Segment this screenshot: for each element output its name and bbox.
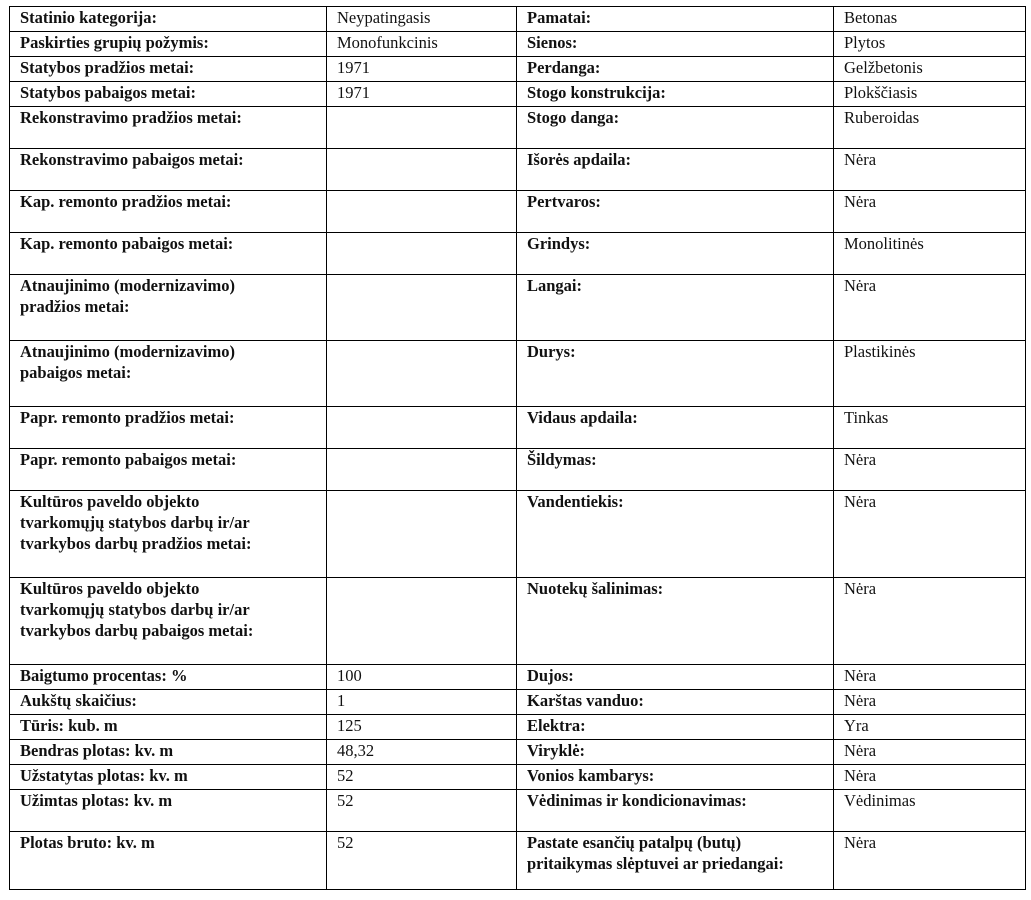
left-value-text: Monofunkcinis bbox=[337, 33, 438, 52]
left-value-cell bbox=[327, 341, 517, 407]
table-row bbox=[10, 491, 1026, 578]
right-label-text: Sienos: bbox=[527, 33, 578, 52]
left-label-cell bbox=[10, 233, 327, 275]
table-row bbox=[10, 715, 1026, 740]
left-value-cell bbox=[327, 765, 517, 790]
left-label-text: Paskirties grupių požymis: bbox=[20, 33, 209, 52]
right-value-cell bbox=[834, 790, 1026, 832]
right-value-text: Nėra bbox=[844, 492, 877, 511]
left-label-cell bbox=[10, 57, 327, 82]
right-value-text: Monolitinės bbox=[844, 234, 924, 253]
right-value-text: Tinkas bbox=[844, 408, 889, 427]
table-row bbox=[10, 665, 1026, 690]
left-label-text: Kap. remonto pabaigos metai: bbox=[20, 234, 234, 253]
right-label-text: Viryklė: bbox=[527, 741, 586, 760]
right-label-text: Stogo konstrukcija: bbox=[527, 83, 666, 102]
right-label-cell bbox=[517, 32, 834, 57]
left-label-text: Kultūros paveldo objekto tvarkomųjų statybos darbų ir/ar tvarkybos darbų pradžios metai: bbox=[20, 492, 252, 553]
right-value-text: Nėra bbox=[844, 666, 877, 685]
table-row bbox=[10, 57, 1026, 82]
right-label-text: Vonios kambarys: bbox=[527, 766, 655, 785]
right-label-cell bbox=[517, 82, 834, 107]
right-label-text: Pertvaros: bbox=[527, 192, 601, 211]
right-value-cell bbox=[834, 449, 1026, 491]
right-label-cell bbox=[517, 57, 834, 82]
right-value-text: Nėra bbox=[844, 579, 877, 598]
table-row bbox=[10, 578, 1026, 665]
left-label-text: Statinio kategorija: bbox=[20, 8, 158, 27]
right-value-text: Yra bbox=[844, 716, 869, 735]
left-label-text: Baigtumo procentas: % bbox=[20, 666, 188, 685]
right-value-cell bbox=[834, 832, 1026, 890]
right-label-cell bbox=[517, 275, 834, 341]
right-label-text: Pastate esančių patalpų (butų) pritaikymas slėptuvei ar priedangai: bbox=[527, 833, 784, 873]
table-row bbox=[10, 275, 1026, 341]
table-row bbox=[10, 790, 1026, 832]
right-value-cell bbox=[834, 715, 1026, 740]
left-value-cell bbox=[327, 665, 517, 690]
right-label-text: Elektra: bbox=[527, 716, 586, 735]
left-value-cell bbox=[327, 449, 517, 491]
table-row bbox=[10, 149, 1026, 191]
right-label-cell bbox=[517, 233, 834, 275]
left-label-cell bbox=[10, 149, 327, 191]
left-value-cell bbox=[327, 578, 517, 665]
left-value-text: 1 bbox=[337, 691, 346, 710]
right-label-cell bbox=[517, 7, 834, 32]
right-label-cell bbox=[517, 491, 834, 578]
left-value-cell bbox=[327, 690, 517, 715]
right-value-text: Nėra bbox=[844, 192, 877, 211]
right-value-text: Plastikinės bbox=[844, 342, 916, 361]
right-label-text: Vandentiekis: bbox=[527, 492, 624, 511]
right-value-text: Ruberoidas bbox=[844, 108, 920, 127]
right-label-text: Stogo danga: bbox=[527, 108, 620, 127]
right-value-text: Gelžbetonis bbox=[844, 58, 923, 77]
right-label-text: Grindys: bbox=[527, 234, 591, 253]
left-value-cell bbox=[327, 790, 517, 832]
right-label-cell bbox=[517, 715, 834, 740]
right-label-text: Durys: bbox=[527, 342, 576, 361]
left-label-text: Rekonstravimo pradžios metai: bbox=[20, 108, 242, 127]
right-label-text: Pamatai: bbox=[527, 8, 592, 27]
right-value-cell bbox=[834, 7, 1026, 32]
right-label-text: Vėdinimas ir kondicionavimas: bbox=[527, 791, 747, 810]
right-value-cell bbox=[834, 107, 1026, 149]
left-label-text: Užimtas plotas: kv. m bbox=[20, 791, 173, 810]
right-value-text: Betonas bbox=[844, 8, 898, 27]
left-label-cell bbox=[10, 790, 327, 832]
right-label-text: Karštas vanduo: bbox=[527, 691, 644, 710]
table-row bbox=[10, 832, 1026, 890]
table-row bbox=[10, 32, 1026, 57]
right-label-cell bbox=[517, 107, 834, 149]
right-label-text: Dujos: bbox=[527, 666, 574, 685]
left-label-cell bbox=[10, 82, 327, 107]
right-value-cell bbox=[834, 82, 1026, 107]
left-label-text: Rekonstravimo pabaigos metai: bbox=[20, 150, 244, 169]
left-value-cell bbox=[327, 715, 517, 740]
left-label-cell bbox=[10, 765, 327, 790]
left-label-text: Statybos pradžios metai: bbox=[20, 58, 195, 77]
table-row bbox=[10, 765, 1026, 790]
left-label-cell bbox=[10, 191, 327, 233]
right-value-cell bbox=[834, 740, 1026, 765]
left-value-cell bbox=[327, 740, 517, 765]
left-label-text: Atnaujinimo (modernizavimo) pabaigos metai: bbox=[20, 342, 235, 382]
left-value-cell bbox=[327, 82, 517, 107]
right-value-cell bbox=[834, 149, 1026, 191]
table-row bbox=[10, 690, 1026, 715]
left-value-text: 1971 bbox=[337, 58, 370, 77]
left-label-cell bbox=[10, 341, 327, 407]
left-label-cell bbox=[10, 578, 327, 665]
left-value-cell bbox=[327, 275, 517, 341]
left-label-cell bbox=[10, 665, 327, 690]
left-value-cell bbox=[327, 407, 517, 449]
right-label-text: Perdanga: bbox=[527, 58, 601, 77]
table-row bbox=[10, 107, 1026, 149]
left-value-text: 125 bbox=[337, 716, 362, 735]
left-value-cell bbox=[327, 149, 517, 191]
left-label-text: Kultūros paveldo objekto tvarkomųjų statybos darbų ir/ar tvarkybos darbų pabaigos metai: bbox=[20, 579, 254, 640]
table-row bbox=[10, 82, 1026, 107]
right-value-cell bbox=[834, 491, 1026, 578]
right-value-text: Nėra bbox=[844, 833, 877, 852]
table-row bbox=[10, 449, 1026, 491]
right-value-cell bbox=[834, 407, 1026, 449]
left-label-text: Papr. remonto pabaigos metai: bbox=[20, 450, 237, 469]
left-label-text: Aukštų skaičius: bbox=[20, 691, 137, 710]
left-label-cell bbox=[10, 449, 327, 491]
left-value-cell bbox=[327, 191, 517, 233]
right-label-cell bbox=[517, 341, 834, 407]
right-value-text: Nėra bbox=[844, 741, 877, 760]
right-value-text: Nėra bbox=[844, 766, 877, 785]
right-value-cell bbox=[834, 233, 1026, 275]
left-label-cell bbox=[10, 715, 327, 740]
left-value-text: Neypatingasis bbox=[337, 8, 431, 27]
left-value-cell bbox=[327, 7, 517, 32]
property-details-document bbox=[9, 6, 1025, 890]
right-label-cell bbox=[517, 191, 834, 233]
right-value-cell bbox=[834, 32, 1026, 57]
left-label-text: Kap. remonto pradžios metai: bbox=[20, 192, 232, 211]
right-value-cell bbox=[834, 57, 1026, 82]
table-row bbox=[10, 740, 1026, 765]
table-row bbox=[10, 7, 1026, 32]
table-row bbox=[10, 407, 1026, 449]
right-value-text: Nėra bbox=[844, 150, 877, 169]
left-value-cell bbox=[327, 32, 517, 57]
left-label-text: Statybos pabaigos metai: bbox=[20, 83, 197, 102]
left-label-cell bbox=[10, 7, 327, 32]
left-value-text: 48,32 bbox=[337, 741, 375, 760]
right-label-text: Nuotekų šalinimas: bbox=[527, 579, 664, 598]
right-label-cell bbox=[517, 578, 834, 665]
left-label-cell bbox=[10, 107, 327, 149]
left-value-cell bbox=[327, 233, 517, 275]
right-label-cell bbox=[517, 665, 834, 690]
right-label-cell bbox=[517, 832, 834, 890]
left-value-cell bbox=[327, 491, 517, 578]
left-label-cell bbox=[10, 832, 327, 890]
left-value-text: 100 bbox=[337, 666, 362, 685]
right-label-cell bbox=[517, 790, 834, 832]
left-label-cell bbox=[10, 491, 327, 578]
right-value-text: Nėra bbox=[844, 450, 877, 469]
left-value-text: 1971 bbox=[337, 83, 370, 102]
right-label-text: Išorės apdaila: bbox=[527, 150, 632, 169]
left-label-text: Bendras plotas: kv. m bbox=[20, 741, 174, 760]
right-value-text: Nėra bbox=[844, 276, 877, 295]
right-value-text: Nėra bbox=[844, 691, 877, 710]
right-label-cell bbox=[517, 765, 834, 790]
right-value-cell bbox=[834, 690, 1026, 715]
right-label-text: Langai: bbox=[527, 276, 583, 295]
left-label-cell bbox=[10, 32, 327, 57]
left-label-cell bbox=[10, 275, 327, 341]
left-label-text: Papr. remonto pradžios metai: bbox=[20, 408, 235, 427]
table-row bbox=[10, 191, 1026, 233]
right-label-cell bbox=[517, 740, 834, 765]
left-label-text: Atnaujinimo (modernizavimo) pradžios metai: bbox=[20, 276, 235, 316]
left-value-text: 52 bbox=[337, 766, 354, 785]
right-value-text: Vėdinimas bbox=[844, 791, 916, 810]
left-label-cell bbox=[10, 407, 327, 449]
left-label-cell bbox=[10, 690, 327, 715]
left-label-text: Tūris: kub. m bbox=[20, 716, 118, 735]
right-label-text: Vidaus apdaila: bbox=[527, 408, 638, 427]
right-label-cell bbox=[517, 449, 834, 491]
right-label-cell bbox=[517, 690, 834, 715]
table-row bbox=[10, 233, 1026, 275]
right-value-cell bbox=[834, 578, 1026, 665]
right-value-text: Plokščiasis bbox=[844, 83, 918, 102]
property-details-table bbox=[9, 6, 1026, 890]
right-label-text: Šildymas: bbox=[527, 450, 597, 469]
left-label-text: Plotas bruto: kv. m bbox=[20, 833, 155, 852]
left-value-cell bbox=[327, 832, 517, 890]
right-label-cell bbox=[517, 149, 834, 191]
right-value-text: Plytos bbox=[844, 33, 886, 52]
right-value-cell bbox=[834, 341, 1026, 407]
table-row bbox=[10, 341, 1026, 407]
right-value-cell bbox=[834, 665, 1026, 690]
left-value-text: 52 bbox=[337, 791, 354, 810]
left-value-cell bbox=[327, 107, 517, 149]
right-value-cell bbox=[834, 765, 1026, 790]
left-value-cell bbox=[327, 57, 517, 82]
right-value-cell bbox=[834, 191, 1026, 233]
right-label-cell bbox=[517, 407, 834, 449]
left-value-text: 52 bbox=[337, 833, 354, 852]
left-label-cell bbox=[10, 740, 327, 765]
right-value-cell bbox=[834, 275, 1026, 341]
left-label-text: Užstatytas plotas: kv. m bbox=[20, 766, 188, 785]
